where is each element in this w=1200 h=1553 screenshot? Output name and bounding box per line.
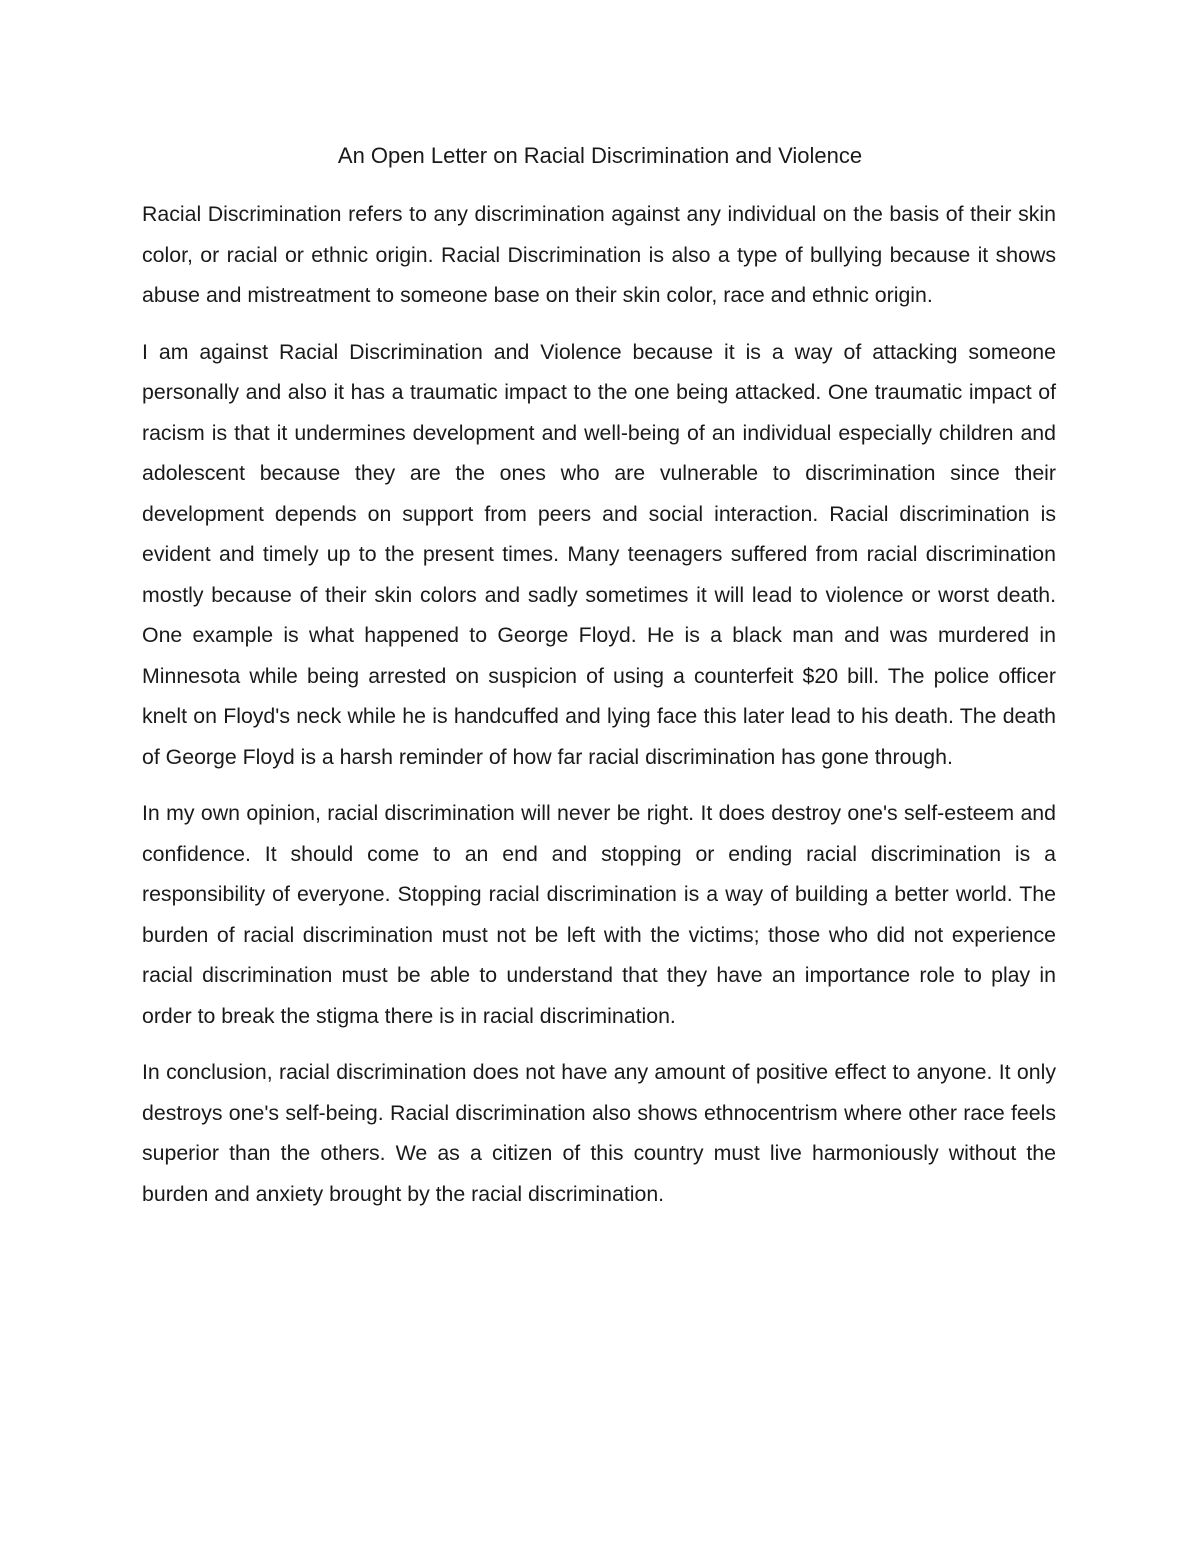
paragraph-opinion: In my own opinion, racial discrimination will never be right. It does destroy one's self-esteem and confidence. It should come to an end and stopping or ending racial discrimination is a responsibility of everyone. Stopping racial discrimination is a way of building a better world. The burden of racial discrimination must not be left with the victims; those who did not experience racial discrimination must be able to understand that they have an importance role to play in order to break the stigma there is in racial discrimination. (142, 801, 1056, 1028)
paragraph-conclusion: In conclusion, racial discrimination does not have any amount of positive effect to anyone. It only destroys one's self-being. Racial discrimination also shows ethnocentrism where other race feels superior than the others. We as a citizen of this country must live harmoniously without the burden and anxiety brought by the racial discrimination. (142, 1060, 1056, 1206)
document-title: An Open Letter on Racial Discrimination and Violence (337, 143, 863, 168)
paragraph-argument: I am against Racial Discrimination and Violence because it is a way of attacking someone personally and also it has a traumatic impact to the one being attacked. One traumatic impact of racism is that it undermines development and well-being of an individual especially children and adolescent because they are the ones who are vulnerable to discrimination since their development depends on support from peers and social interaction. Racial discrimination is evident and timely up to the present times. Many teenagers suffered from racial discrimination mostly because of their skin colors and sadly sometimes it will lead to violence or worst death. One example is what happened to George Floyd. He is a black man and was murdered in Minnesota while being arrested on suspicion of using a counterfeit $20 bill. The police officer knelt on Floyd's neck while he is handcuffed and lying face this later lead to his death. The death of George Floyd is a harsh reminder of how far racial discrimination has gone through. (142, 339, 1056, 769)
document-body (142, 194, 1056, 1230)
paragraph-definition: Racial Discrimination refers to any discrimination against any individual on the basis of their skin color, or racial or ethnic origin. Racial Discrimination is also a type of bullying because it shows abuse and mistreatment to someone base on their skin color, race and ethnic origin. (142, 202, 1056, 307)
